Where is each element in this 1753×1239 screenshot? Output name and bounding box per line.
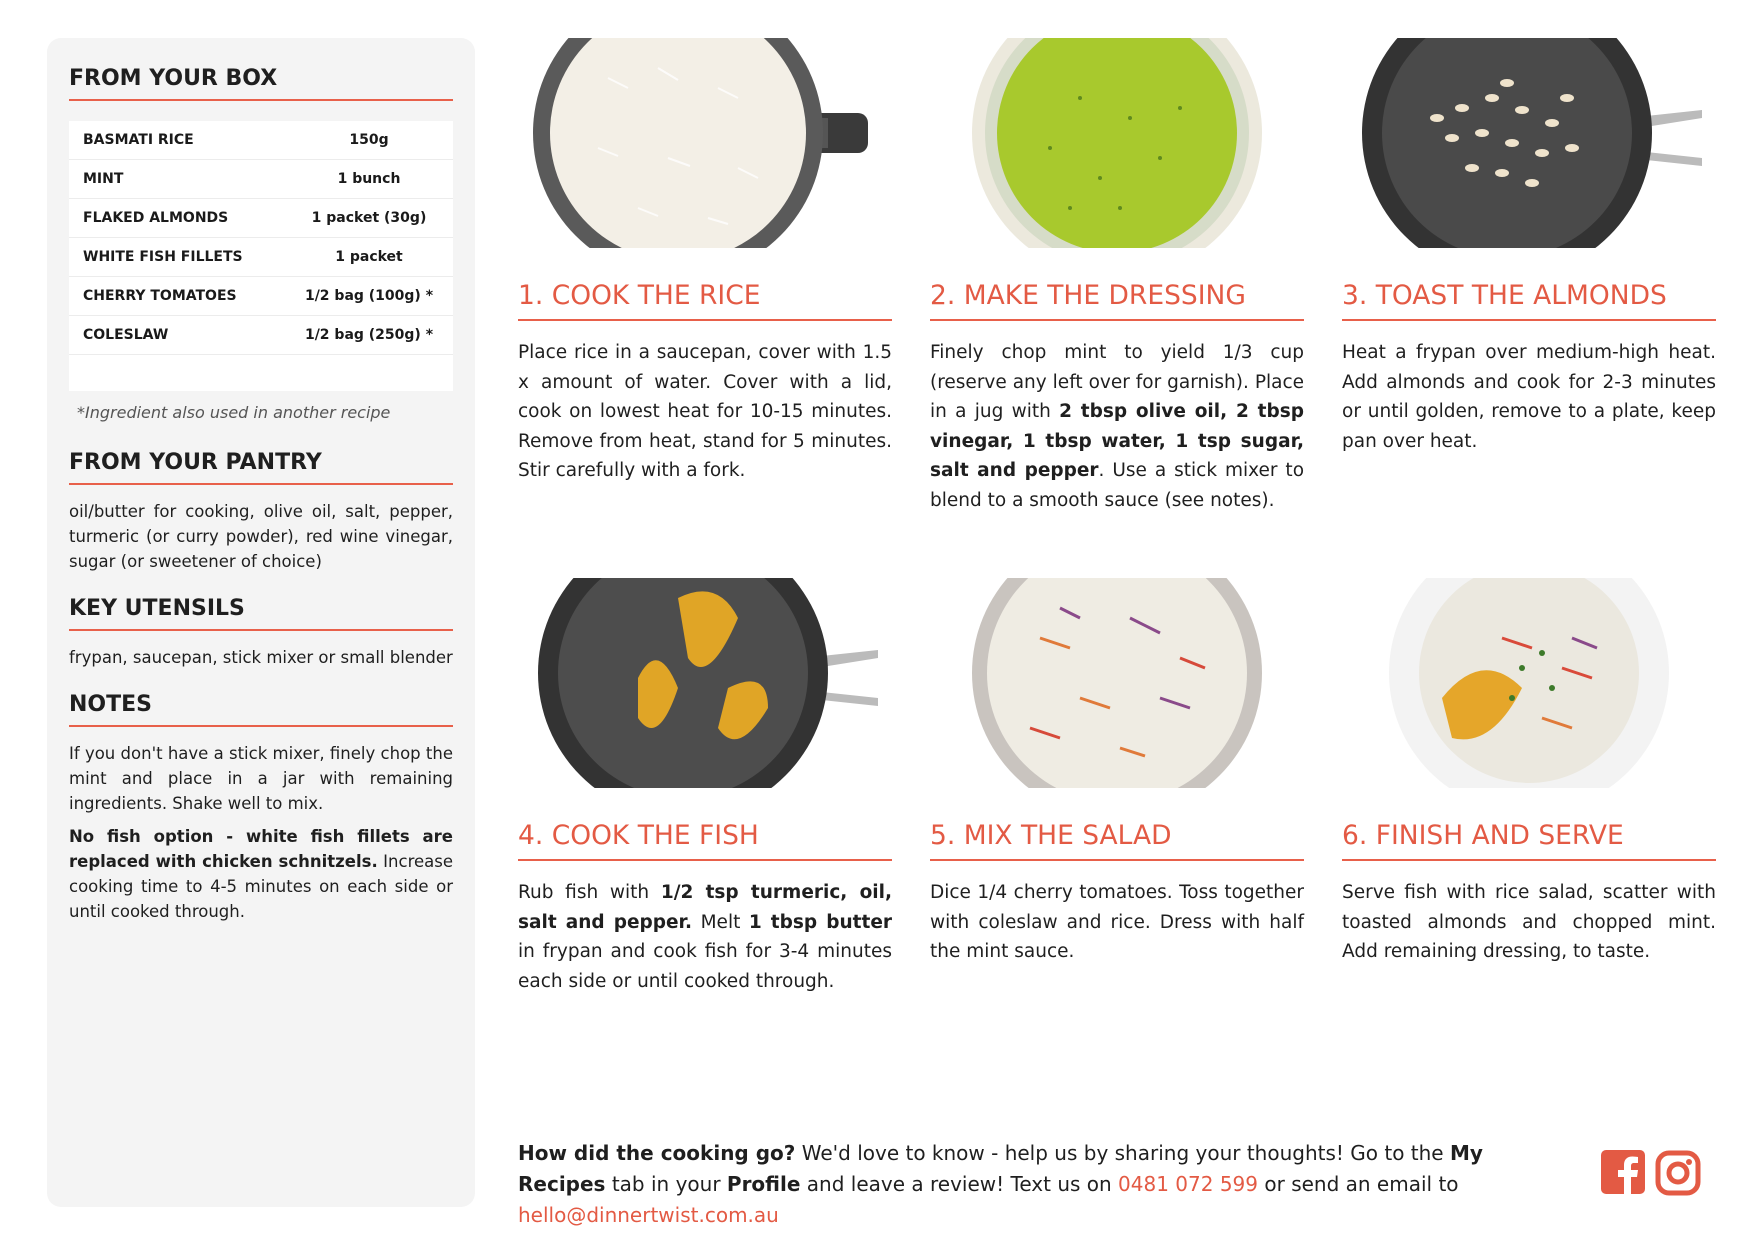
- step-text: Melt: [692, 911, 749, 933]
- ingredient-name: WHITE FISH FILLETS: [69, 238, 285, 277]
- notes-title: NOTES: [69, 692, 453, 727]
- ingredient-quantity: 1/2 bag (100g) *: [285, 277, 453, 316]
- step-3-text: [1342, 338, 1716, 456]
- step-6-text: [1342, 878, 1716, 967]
- utensils-section: [69, 596, 453, 670]
- step-6: [1342, 578, 1716, 962]
- step-5: [930, 578, 1304, 962]
- almonds-frypan-photo: [1342, 38, 1716, 248]
- ingredient-quantity: 150g: [285, 121, 453, 160]
- step-text: Finely chop mint to yield 1/3 cup (reserve any left over for garnish). Place in a jug with: [930, 342, 1304, 422]
- ingredient-name: MINT: [69, 160, 285, 199]
- my-recipes-label: My Recipes: [518, 1141, 1483, 1196]
- facebook-icon[interactable]: [1601, 1150, 1645, 1198]
- empty-cell: [69, 355, 285, 392]
- utensils-text: frypan, saucepan, stick mixer or small blender: [69, 648, 453, 667]
- footer-text-2: tab in your: [605, 1172, 727, 1196]
- step-2-title: 2. MAKE THE DRESSING: [930, 280, 1304, 321]
- step-text: Place rice in a saucepan, cover with 1.5 x amount of water. Cover with a lid, cook on lowest heat for 10-15 minutes. Remove from heat, stand for 5 minutes. Stir carefully with a fork.: [518, 342, 892, 481]
- notes-rest: Increase cooking time to 4-5 minutes on each side or until cooked through.: [69, 852, 453, 921]
- ingredient-row: [69, 277, 453, 316]
- step-text: Serve fish with rice salad, scatter with toasted almonds and chopped mint. Add remaining dressing, to taste.: [1342, 882, 1716, 962]
- pantry-text: oil/butter for cooking, olive oil, salt, pepper, turmeric (or curry powder), red wine vinegar, sugar (or sweetener of choice): [69, 502, 453, 571]
- step-text: in frypan and cook fish for 3-4 minutes each side or until cooked through.: [518, 941, 892, 992]
- ingredient-footnote: *Ingredient also used in another recipe: [77, 403, 391, 422]
- step-text: Heat a frypan over medium-high heat. Add almonds and cook for 2-3 minutes or until golden, remove to a plate, keep pan over heat.: [1342, 342, 1716, 452]
- step-4: [518, 578, 893, 992]
- ingredient-name: BASMATI RICE: [69, 121, 285, 160]
- footer-text-3: and leave a review! Text us on: [800, 1172, 1119, 1196]
- step-text: Dice 1/4 cherry tomatoes. Toss together with coleslaw and rice. Dress with half the mint sauce.: [930, 882, 1304, 962]
- step-1: [518, 38, 892, 481]
- step-1-title: 1. COOK THE RICE: [518, 280, 892, 321]
- step-text: . Use a stick mixer to blend to a smooth sauce (see notes).: [930, 460, 1305, 511]
- instagram-icon[interactable]: [1655, 1150, 1701, 1200]
- ingredient-name: FLAKED ALMONDS: [69, 199, 285, 238]
- notes-section: [69, 692, 453, 924]
- email-link[interactable]: hello@dinnertwist.com.au: [518, 1203, 779, 1227]
- ingredient-name: COLESLAW: [69, 316, 285, 355]
- step-2: [930, 38, 1305, 511]
- utensils-title: KEY UTENSILS: [69, 596, 453, 631]
- dressing-jug-photo: [930, 38, 1304, 248]
- footer-text-4: or send an email to: [1258, 1172, 1459, 1196]
- ingredient-row: [69, 238, 453, 277]
- ingredient-quantity: 1/2 bag (250g) *: [285, 316, 453, 355]
- ingredient-name: CHERRY TOMATOES: [69, 277, 285, 316]
- salad-bowl-photo: [930, 578, 1304, 788]
- ingredient-quantity: 1 packet: [285, 238, 453, 277]
- plated-dish-photo: [1342, 578, 1716, 788]
- step-5-title: 5. MIX THE SALAD: [930, 820, 1304, 861]
- step-text-bold: 2 tbsp olive oil, 2 tbsp vinegar, 1 tbsp water, 1 tsp sugar, salt and pepper: [930, 401, 1304, 481]
- ingredient-quantity: 1 packet (30g): [285, 199, 453, 238]
- profile-label: Profile: [726, 1172, 801, 1196]
- pantry-section: [69, 450, 453, 574]
- step-1-text: [518, 338, 892, 486]
- ingredient-row: [69, 121, 453, 160]
- step-6-title: 6. FINISH AND SERVE: [1342, 820, 1716, 861]
- ingredient-row: [69, 160, 453, 199]
- from-box-title: FROM YOUR BOX: [69, 66, 453, 101]
- feedback-footer: [518, 1138, 1568, 1231]
- feedback-question: How did the cooking go?: [518, 1141, 796, 1165]
- step-text-bold: 1/2 tsp turmeric, oil, salt and pepper.: [518, 882, 893, 933]
- step-text: Rub fish with: [518, 882, 661, 903]
- notes-paragraph-2: [69, 824, 453, 924]
- notes-paragraph-1: If you don't have a stick mixer, finely chop the mint and place in a jar with remaining ingredients. Shake well to mix.: [69, 744, 453, 813]
- step-4-text: [518, 878, 892, 996]
- fish-frypan-photo: [518, 578, 892, 788]
- rice-pot-photo: [518, 38, 892, 248]
- step-3: [1342, 38, 1716, 452]
- ingredient-quantity: 1 bunch: [285, 160, 453, 199]
- step-3-title: 3. TOAST THE ALMONDS: [1342, 280, 1716, 321]
- pantry-title: FROM YOUR PANTRY: [69, 450, 453, 485]
- footer-text-1: We'd love to know - help us by sharing your thoughts! Go to the: [795, 1141, 1450, 1165]
- empty-cell: [285, 355, 453, 392]
- notes-bold: No fish option - white fish fillets are replaced with chicken schnitzels.: [69, 827, 453, 871]
- ingredient-row: [69, 199, 453, 238]
- step-text-bold: 1 tbsp butter: [748, 911, 893, 933]
- ingredient-row: [69, 316, 453, 355]
- ingredient-row-empty: [69, 355, 453, 392]
- sidebar: [47, 38, 475, 1207]
- phone-link[interactable]: 0481 072 599: [1118, 1172, 1259, 1196]
- step-5-text: [930, 878, 1304, 967]
- step-2-text: [930, 338, 1304, 515]
- step-4-title: 4. COOK THE FISH: [518, 820, 892, 861]
- ingredients-table: [69, 121, 453, 391]
